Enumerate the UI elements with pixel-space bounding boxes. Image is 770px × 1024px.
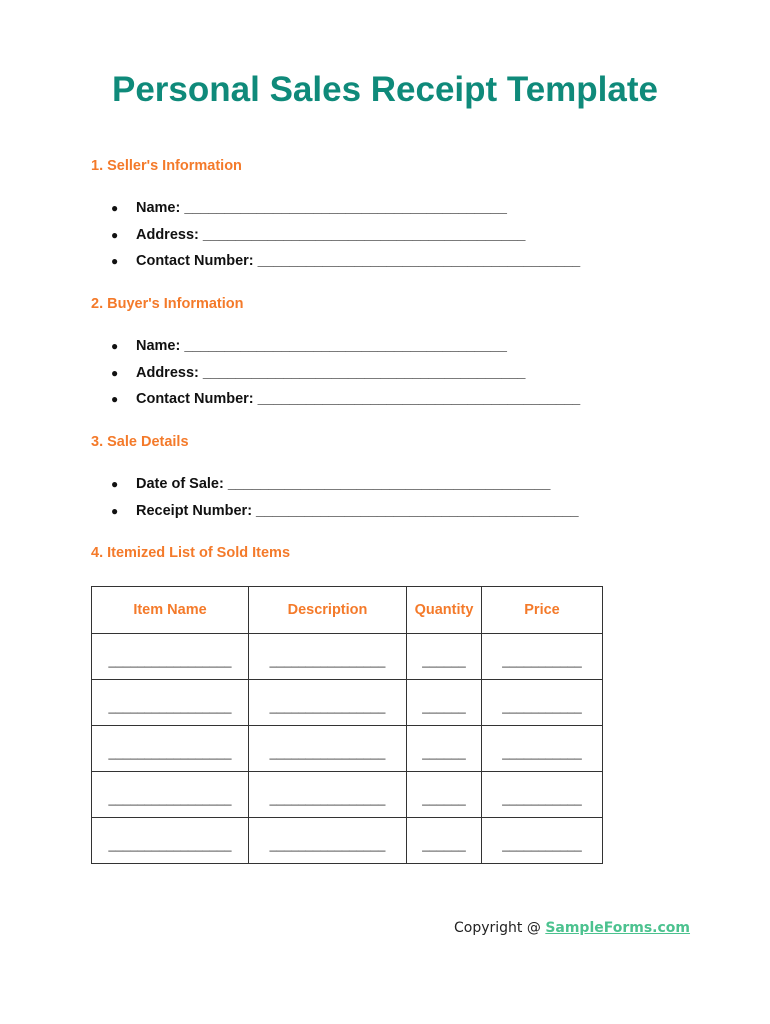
bullet-icon: ● (111, 392, 119, 407)
quantity-blank: ______ (407, 772, 482, 818)
description-blank: ________________ (249, 726, 407, 772)
bullet-icon: ● (111, 227, 119, 242)
seller-contact-field: ● Contact Number: ________________________________________ (111, 248, 580, 275)
bullet-icon: ● (111, 339, 119, 353)
column-header-item-name: Item Name (92, 587, 249, 634)
buyer-contact-field: ● Contact Number: ________________________________________ (111, 386, 580, 413)
table-row (92, 772, 603, 818)
bullet-icon: ● (111, 254, 119, 269)
item-name-blank: _________________ (92, 818, 249, 864)
price-blank: ___________ (482, 726, 603, 772)
section-heading-seller: 1. Seller's Information (91, 158, 242, 174)
section-heading-sale: 3. Sale Details (91, 434, 189, 450)
description-blank: ________________ (249, 772, 407, 818)
date-of-sale-field: ● Date of Sale: ________________________________________ (111, 471, 579, 498)
column-header-quantity: Quantity (407, 587, 482, 634)
copyright-footer (454, 920, 690, 936)
quantity-blank: ______ (407, 818, 482, 864)
seller-field-list (111, 195, 580, 275)
section-heading-items: 4. Itemized List of Sold Items (91, 545, 291, 561)
sampleforms-link[interactable]: SampleForms.com (545, 920, 691, 936)
bullet-icon: ● (111, 477, 119, 491)
price-blank: ___________ (482, 680, 603, 726)
column-header-description: Description (249, 587, 407, 634)
copyright-prefix: Copyright @ (454, 920, 546, 936)
section-heading-buyer: 2. Buyer's Information (91, 296, 244, 312)
receipt-number-field: ● Receipt Number: ________________________________________ (111, 498, 579, 525)
item-name-blank: _________________ (92, 726, 249, 772)
page-title: Personal Sales Receipt Template (112, 70, 658, 109)
description-blank: ________________ (249, 680, 407, 726)
quantity-blank: ______ (407, 680, 482, 726)
price-blank: ___________ (482, 818, 603, 864)
buyer-field-list (111, 333, 580, 413)
quantity-blank: ______ (407, 726, 482, 772)
table-row (92, 680, 603, 726)
item-name-blank: _________________ (92, 634, 249, 680)
table-header-row (92, 587, 603, 634)
bullet-icon: ● (111, 503, 119, 518)
sale-field-list (111, 471, 579, 524)
table-row (92, 726, 603, 772)
column-header-price: Price (482, 587, 603, 634)
buyer-address-field: ● Address: ________________________________________ (111, 360, 580, 387)
price-blank: ___________ (482, 772, 603, 818)
seller-address-field: ● Address: ________________________________________ (111, 222, 580, 249)
item-name-blank: _________________ (92, 772, 249, 818)
table-row (92, 818, 603, 864)
item-name-blank: _________________ (92, 680, 249, 726)
bullet-icon: ● (111, 365, 119, 380)
price-blank: ___________ (482, 634, 603, 680)
description-blank: ________________ (249, 818, 407, 864)
buyer-name-field: ● Name: ________________________________________ (111, 333, 580, 360)
table-row (92, 634, 603, 680)
seller-name-field: ● Name: ________________________________________ (111, 195, 580, 222)
bullet-icon: ● (111, 201, 119, 215)
quantity-blank: ______ (407, 634, 482, 680)
description-blank: ________________ (249, 634, 407, 680)
items-table (91, 586, 603, 864)
